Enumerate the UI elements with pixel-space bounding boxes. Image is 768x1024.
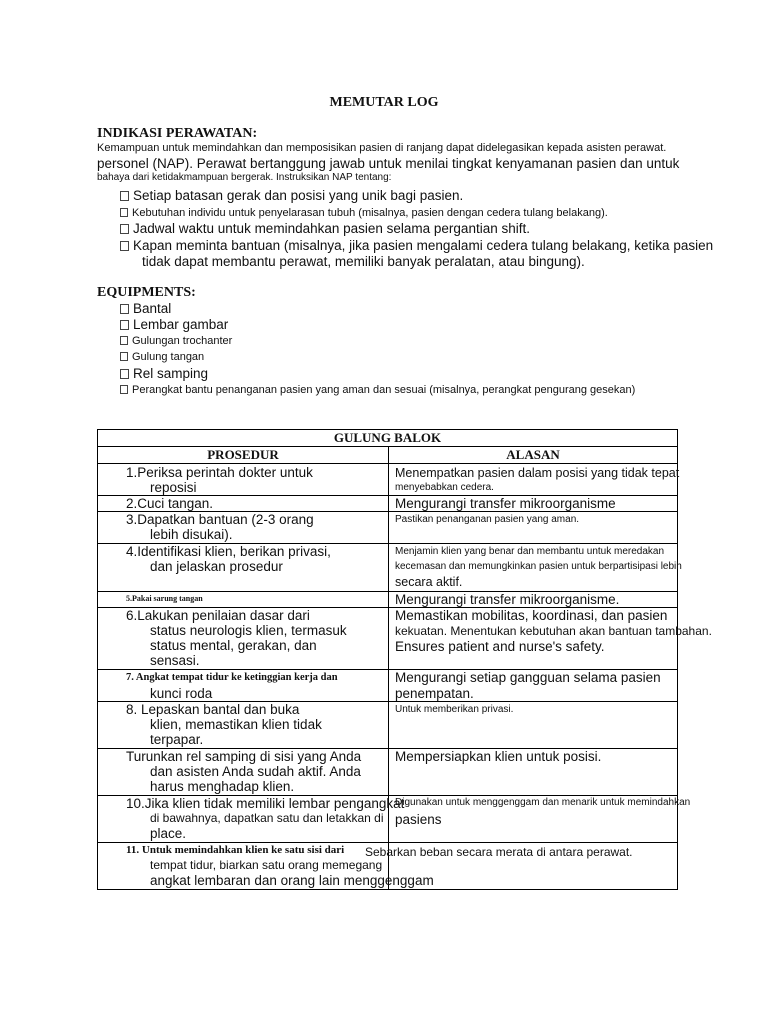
equipments-heading: EQUIPMENTS:: [97, 285, 196, 300]
equipment-item: Perangkat bantu penanganan pasien yang aman dan sesuai (misalnya, perangkat pengurang gesekan): [120, 384, 635, 396]
table-row: [98, 464, 678, 496]
prosedur-text: klien, memastikan klien tidak: [150, 717, 322, 732]
alasan-text: Ensures patient and nurse's safety.: [395, 639, 605, 654]
table-row: [98, 496, 678, 512]
table-row: [98, 544, 678, 592]
checkbox-bullet-icon: [120, 336, 128, 345]
equipment-item: Bantal: [120, 301, 171, 316]
prosedur-text: 7. Angkat tempat tidur ke ketinggian kerja dan: [126, 672, 338, 683]
prosedur-text: Turunkan rel samping di sisi yang Anda: [126, 749, 362, 764]
prosedur-text: 11. Untuk memindahkan klien ke satu sisi dari: [126, 844, 345, 856]
checkbox-bullet-icon: [120, 320, 129, 330]
table-row: [98, 592, 678, 608]
alasan-text: pasiens: [395, 812, 442, 827]
indikasi-text-line: bahaya dari ketidakmampuan bergerak. Instruksikan NAP tentang:: [97, 172, 392, 183]
checkbox-bullet-icon: [120, 224, 129, 234]
table-header-row: [98, 447, 678, 464]
prosedur-text: di bawahnya, dapatkan satu dan letakkan di: [150, 811, 384, 825]
alasan-text: Mengurangi setiap gangguan selama pasien: [395, 670, 661, 685]
gulung-balok-table: [97, 429, 712, 890]
checkbox-bullet-icon: [120, 191, 129, 201]
prosedur-text: terpapar.: [150, 732, 204, 747]
indikasi-text-line: personel (NAP). Perawat bertanggung jawab untuk menilai tingkat kenyamanan pasien dan untuk: [97, 156, 680, 171]
checkbox-bullet-icon: [120, 369, 129, 379]
prosedur-text: tempat tidur, biarkan satu orang memegang: [150, 858, 383, 872]
equipment-item: Rel samping: [120, 366, 208, 381]
table-row: [98, 608, 678, 670]
prosedur-text: dan jelaskan prosedur: [150, 559, 283, 574]
indikasi-item: Kebutuhan individu untuk penyelarasan tubuh (misalnya, pasien dengan cedera tulang belakang).: [120, 207, 608, 219]
alasan-text: Mengurangi transfer mikroorganisme.: [395, 592, 620, 607]
prosedur-text: 8. Lepaskan bantal dan buka: [126, 702, 300, 717]
table-row: [98, 702, 678, 749]
page-title: MEMUTAR LOG: [329, 95, 439, 110]
table-row: [98, 512, 678, 544]
table-row: [98, 843, 678, 890]
alasan-text: Mengurangi transfer mikroorganisme: [395, 496, 616, 511]
alasan-text: Mempersiapkan klien untuk posisi.: [395, 749, 602, 764]
alasan-text: kecemasan dan memungkinkan pasien untuk berpartisipasi lebih: [395, 561, 682, 572]
checkbox-bullet-icon: [120, 304, 129, 314]
alasan-text: Digunakan untuk menggenggam dan menarik untuk memindahkan: [395, 797, 691, 808]
prosedur-text: harus menghadap klien.: [150, 779, 295, 794]
indikasi-heading: INDIKASI PERAWATAN:: [97, 126, 258, 141]
prosedur-text: place.: [150, 826, 187, 841]
prosedur-text: status neurologis klien, termasuk: [150, 623, 347, 638]
alasan-text: Menjamin klien yang benar dan membantu untuk meredakan: [395, 546, 665, 557]
prosedur-text: sensasi.: [150, 653, 200, 668]
prosedur-text: 3.Dapatkan bantuan (2-3 orang: [126, 512, 314, 527]
prosedur-text: 10.Jika klien tidak memiliki lembar pengangkat: [126, 796, 405, 811]
checkbox-bullet-icon: [120, 385, 128, 394]
column-header-alasan: ALASAN: [389, 447, 678, 464]
prosedur-text: 1.Periksa perintah dokter untuk: [126, 465, 313, 480]
prosedur-text: kunci roda: [150, 686, 213, 701]
alasan-text: kekuatan. Menentukan kebutuhan akan bantuan tambahan.: [395, 624, 712, 638]
prosedur-text: 6.Lakukan penilaian dasar dari: [126, 608, 310, 623]
checkbox-bullet-icon: [120, 241, 129, 251]
alasan-text: penempatan.: [395, 686, 474, 701]
prosedur-text: status mental, gerakan, dan: [150, 638, 317, 653]
checkbox-bullet-icon: [120, 352, 128, 361]
prosedur-text: 5.Pakai sarung tangan: [126, 594, 203, 603]
alasan-text: Menempatkan pasien dalam posisi yang tidak tepat: [395, 466, 680, 480]
table-title-row: [98, 430, 678, 447]
alasan-text: Sebarkan beban secara merata di antara perawat.: [365, 845, 633, 859]
prosedur-text: 4.Identifikasi klien, berikan privasi,: [126, 544, 331, 559]
prosedur-text: lebih disukai).: [150, 527, 233, 542]
alasan-text: Untuk memberikan privasi.: [395, 704, 514, 715]
prosedur-text: reposisi: [150, 480, 197, 495]
prosedur-text: dan asisten Anda sudah aktif. Anda: [150, 764, 361, 779]
alasan-text: secara aktif.: [395, 575, 463, 589]
indikasi-item: Kapan meminta bantuan (misalnya, jika pasien mengalami cedera tulang belakang, ketika pasien: [120, 238, 713, 253]
equipment-item: Gulung tangan: [120, 351, 204, 363]
alasan-text: Memastikan mobilitas, koordinasi, dan pasien: [395, 608, 668, 623]
indikasi-item-continuation: tidak dapat membantu perawat, memiliki banyak peralatan, atau bingung).: [142, 254, 585, 269]
equipment-item: Gulungan trochanter: [120, 335, 232, 347]
table-row: [98, 796, 678, 843]
prosedur-text: angkat lembaran dan orang lain menggenggam: [150, 873, 434, 888]
prosedur-text: 2.Cuci tangan.: [126, 496, 214, 511]
column-header-prosedur: PROSEDUR: [98, 447, 389, 464]
table-row: [98, 670, 678, 702]
table-row: [98, 749, 678, 796]
indikasi-item: Setiap batasan gerak dan posisi yang unik bagi pasien.: [120, 188, 463, 203]
equipment-item: Lembar gambar: [120, 317, 228, 332]
checkbox-bullet-icon: [120, 208, 128, 217]
indikasi-item: Jadwal waktu untuk memindahkan pasien selama pergantian shift.: [120, 221, 530, 236]
alasan-text: menyebabkan cedera.: [395, 482, 494, 493]
table-title: GULUNG BALOK: [98, 430, 678, 447]
indikasi-text-line: Kemampuan untuk memindahkan dan memposisikan pasien di ranjang dapat didelegasikan kepada asisten perawat.: [97, 142, 667, 154]
alasan-text: Pastikan penanganan pasien yang aman.: [395, 514, 580, 525]
